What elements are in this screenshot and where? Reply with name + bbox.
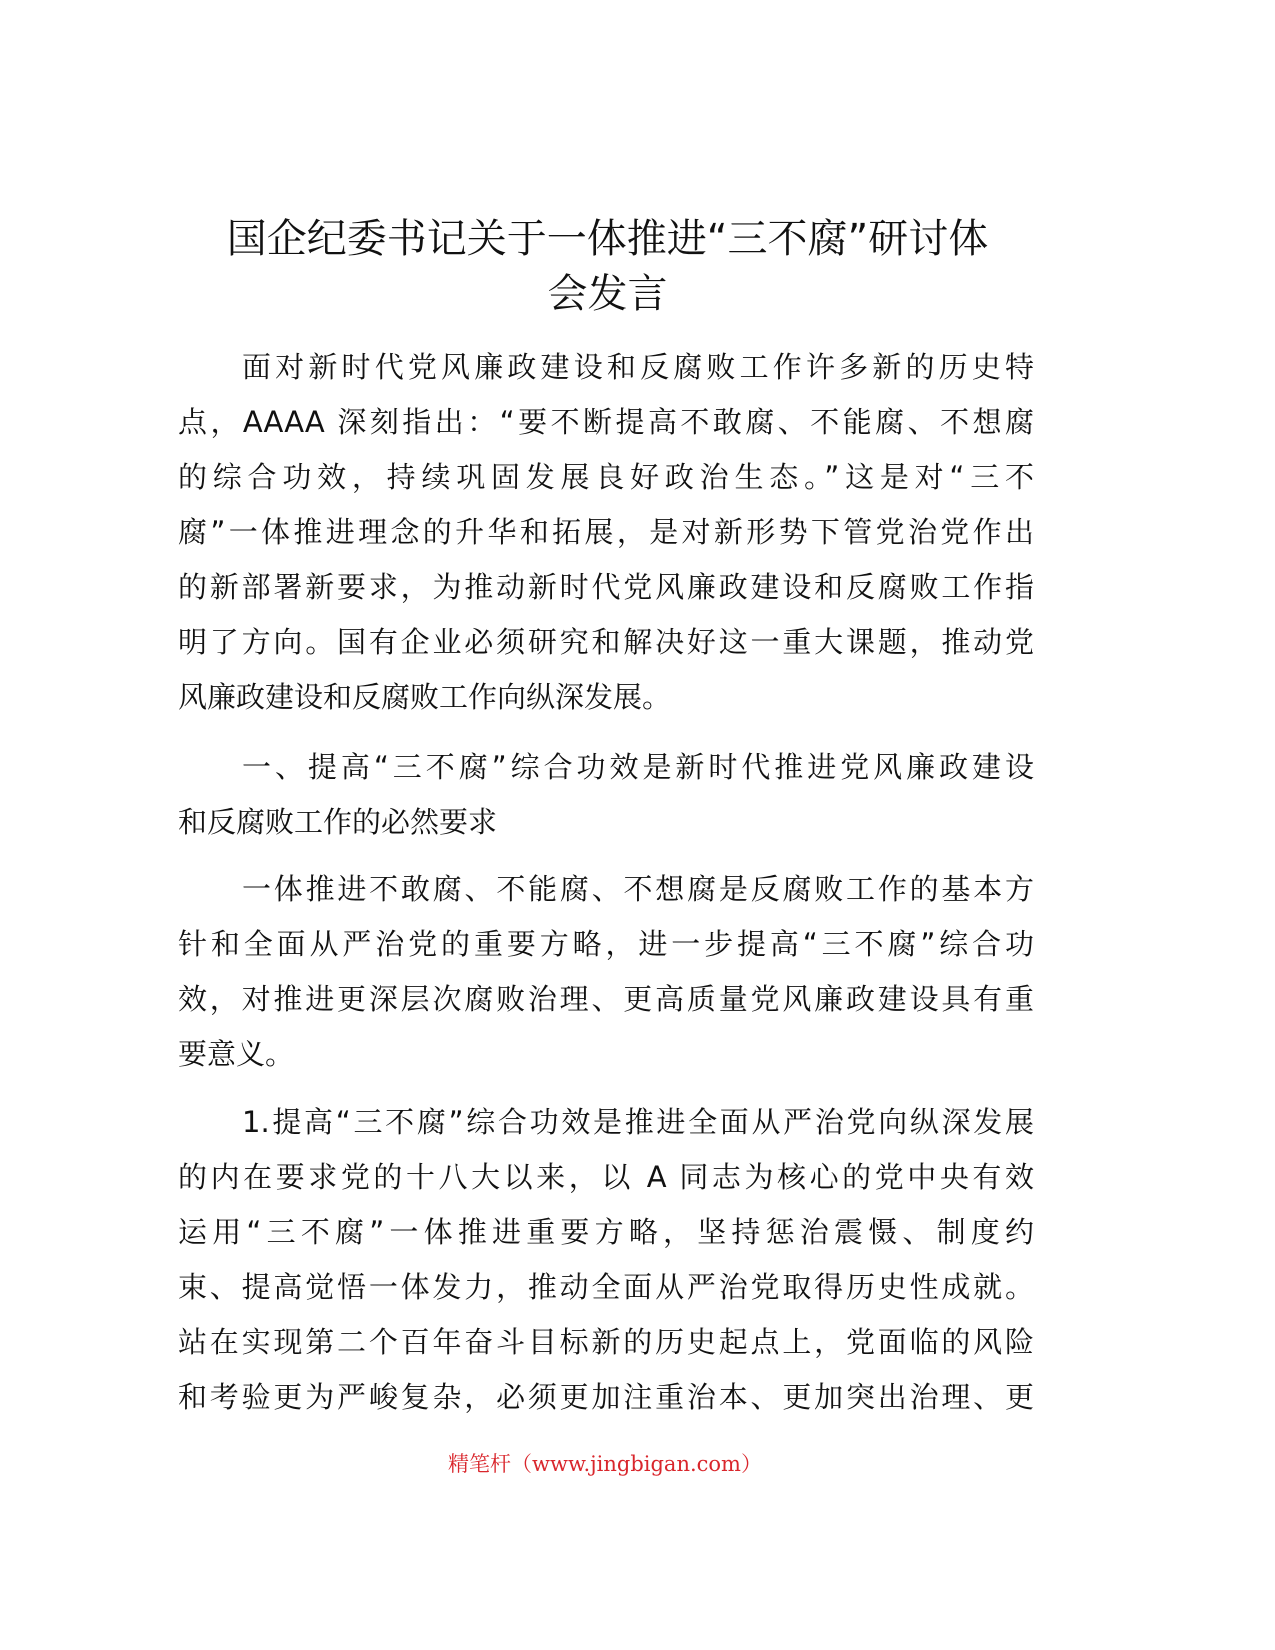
text-line: 一体推进不敢腐、不能腐、不想腐是反腐败工作的基本方 bbox=[242, 872, 1034, 906]
text-line: 的内在要求党的十八大以来，以 A 同志为核心的党中央有效 bbox=[178, 1160, 1034, 1194]
text-line: 点，AAAA 深刻指出：“要不断提高不敢腐、不能腐、不想腐 bbox=[178, 405, 1034, 439]
text-line: 一、提高“三不腐”综合功效是新时代推进党风廉政建设 bbox=[242, 750, 1034, 784]
title-line: 国企纪委书记关于一体推进“三不腐”研讨体 bbox=[226, 216, 989, 262]
paragraph-intro bbox=[178, 340, 1034, 725]
text-line: 运用“三不腐”一体推进重要方略，坚持惩治震慑、制度约 bbox=[178, 1215, 1034, 1249]
title-line: 会发言 bbox=[547, 271, 668, 317]
text-line: 效，对推进更深层次腐败治理、更高质量党风廉政建设具有重 bbox=[178, 982, 1034, 1016]
text-line: 明了方向。国有企业必须研究和解决好这一重大课题，推动党 bbox=[178, 625, 1034, 659]
text-line: 风廉政建设和反腐败工作向纵深发展。 bbox=[178, 680, 672, 714]
text-line: 1.提高“三不腐”综合功效是推进全面从严治党向纵深发展 bbox=[242, 1105, 1034, 1139]
text-line: 的综合功效，持续巩固发展良好政治生态。”这是对“三不 bbox=[178, 460, 1034, 494]
text-line: 针和全面从严治党的重要方略，进一步提高“三不腐”综合功 bbox=[178, 927, 1034, 961]
paragraph-point-1 bbox=[178, 1095, 1034, 1425]
text-line: 腐”一体推进理念的升华和拓展，是对新形势下管党治党作出 bbox=[178, 515, 1034, 549]
paragraph-section-1 bbox=[178, 862, 1034, 1082]
text-line: 面对新时代党风廉政建设和反腐败工作许多新的历史特 bbox=[242, 350, 1034, 384]
text-line: 要意义。 bbox=[178, 1037, 295, 1071]
text-line: 和考验更为严峻复杂，必须更加注重治本、更加突出治理、更 bbox=[178, 1380, 1034, 1414]
section-heading-1 bbox=[178, 740, 1034, 850]
document-title bbox=[150, 212, 1065, 322]
text-line: 和反腐败工作的必然要求 bbox=[178, 805, 498, 839]
text-line: 站在实现第二个百年奋斗目标新的历史起点上，党面临的风险 bbox=[178, 1325, 1034, 1359]
text-line: 束、提高觉悟一体发力，推动全面从严治党取得历史性成就。 bbox=[178, 1270, 1034, 1304]
text-line: 的新部署新要求，为推动新时代党风廉政建设和反腐败工作指 bbox=[178, 570, 1034, 604]
footer-watermark: 精笔杆（www.jingbigan.com） bbox=[448, 1452, 762, 1476]
